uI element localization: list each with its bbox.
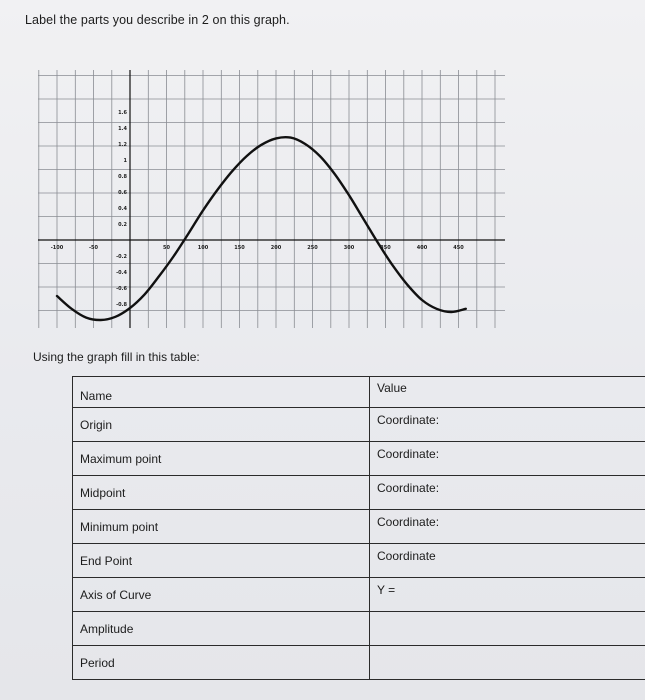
table-row (73, 442, 645, 476)
x-tick-label: -50 (88, 245, 99, 251)
x-tick-label: 150 (234, 245, 245, 251)
row-value[interactable]: Coordinate: (370, 510, 645, 544)
table-row (73, 408, 645, 442)
x-tick-label: 300 (343, 245, 355, 251)
x-tick-label: 100 (197, 245, 209, 251)
x-tick-label: -100 (50, 245, 64, 251)
header-name: Name (73, 377, 370, 408)
row-value[interactable]: Y = (370, 578, 645, 612)
y-tick-label: 0.4 (118, 205, 127, 212)
y-tick-label: 1 (123, 157, 127, 164)
row-value[interactable]: Coordinate: (370, 442, 645, 476)
graph-axes (38, 70, 505, 328)
y-tick-label: -0.2 (116, 253, 127, 260)
table-row (73, 578, 645, 612)
y-tick-label: -0.6 (116, 285, 127, 292)
x-tick-label: 200 (270, 245, 282, 251)
y-tick-label: -0.4 (116, 269, 127, 276)
row-name: Midpoint (73, 476, 370, 510)
x-tick-label: 400 (416, 245, 428, 251)
row-value[interactable]: Coordinate (370, 544, 645, 578)
row-name: Axis of Curve (73, 578, 370, 612)
y-tick-label: 0.8 (118, 173, 127, 180)
table-row (73, 612, 645, 646)
y-tick-label: 0.2 (118, 221, 127, 228)
table-row (73, 510, 645, 544)
row-name: Minimum point (73, 510, 370, 544)
row-value[interactable] (370, 612, 645, 646)
x-tick-label: 50 (163, 245, 170, 251)
table-intro-text: Using the graph fill in this table: (33, 350, 200, 364)
x-tick-label: 350 (380, 245, 391, 251)
table-row (73, 544, 645, 578)
row-value[interactable] (370, 646, 645, 680)
y-tick-label: 1.4 (118, 125, 127, 132)
answer-table (72, 376, 645, 680)
row-name: Maximum point (73, 442, 370, 476)
row-value[interactable]: Coordinate: (370, 408, 645, 442)
y-tick-label: 1.2 (118, 141, 127, 148)
sine-graph (0, 0, 645, 345)
table-row (73, 646, 645, 680)
y-tick-labels (116, 110, 127, 308)
row-name: Amplitude (73, 612, 370, 646)
table-row (73, 476, 645, 510)
instruction-text: Label the parts you describe in 2 on this graph. (25, 13, 290, 27)
x-tick-label: 250 (307, 245, 318, 251)
sine-curve (57, 137, 466, 320)
y-tick-label: 1.6 (118, 109, 127, 116)
x-tick-label: 450 (453, 245, 464, 251)
row-value[interactable]: Coordinate: (370, 476, 645, 510)
header-value: Value (370, 377, 645, 408)
y-tick-label: 0.6 (118, 189, 127, 196)
row-name: Period (73, 646, 370, 680)
row-name: Origin (73, 408, 370, 442)
graph-grid (38, 70, 505, 328)
row-name: End Point (73, 544, 370, 578)
y-tick-label: -0.8 (116, 301, 127, 308)
table-header-row (73, 377, 645, 408)
